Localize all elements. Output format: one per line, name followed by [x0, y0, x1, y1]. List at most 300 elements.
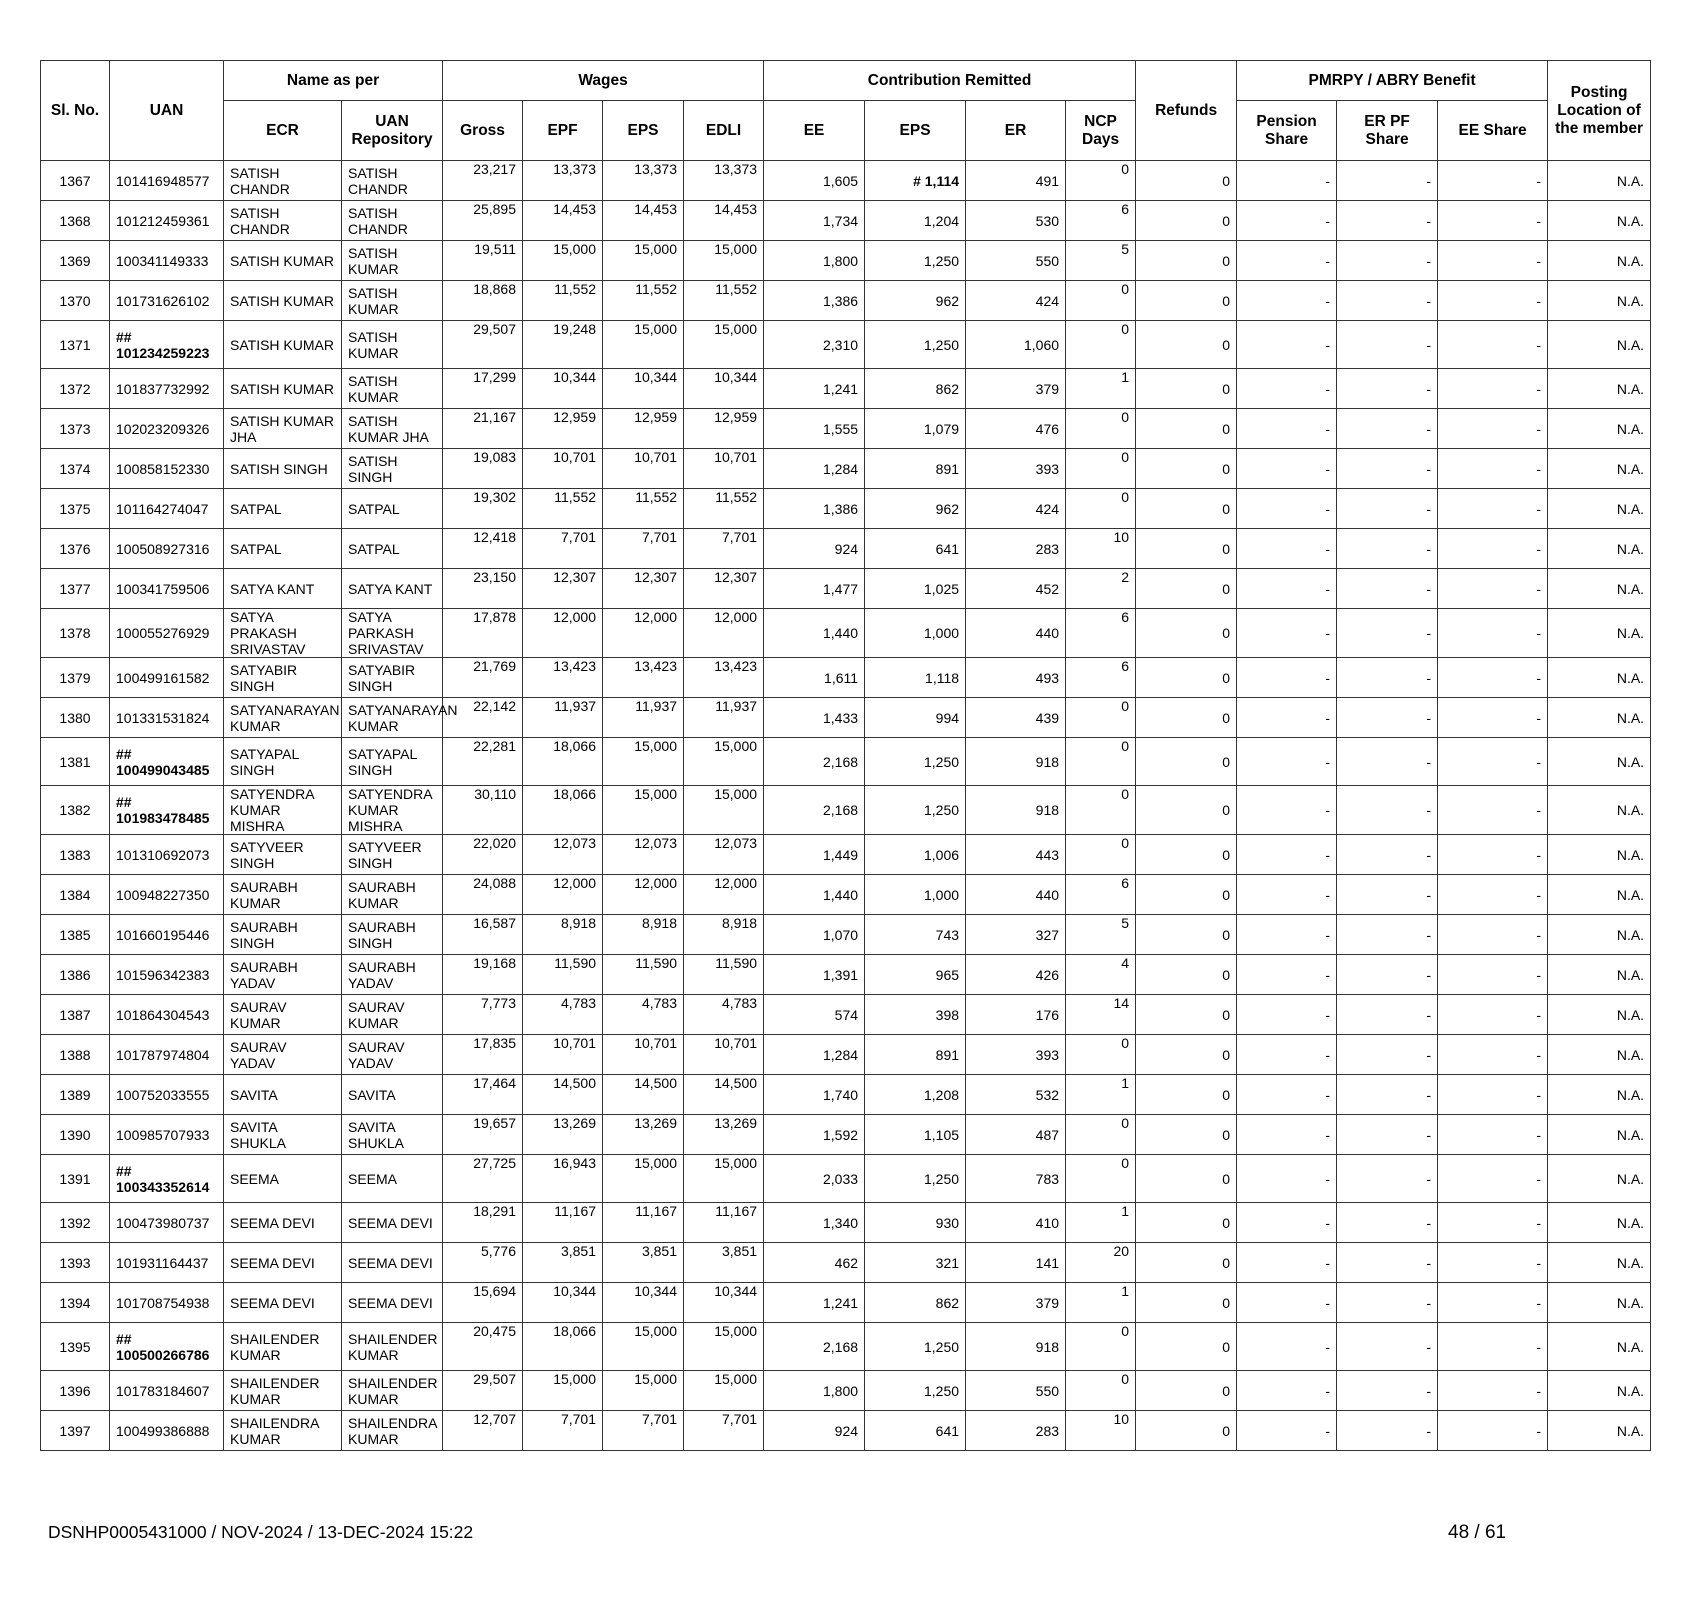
cell-ee: 1,734 [764, 201, 865, 241]
header-epf: EPF [523, 101, 603, 161]
cell-ee: 1,440 [764, 875, 865, 915]
cell-name-ecr: SATYANARAYAN KUMAR [224, 698, 342, 738]
cell-eps: 11,552 [603, 489, 684, 529]
cell-refunds: 0 [1136, 915, 1237, 955]
table-row [41, 786, 1651, 835]
cell-er: 424 [966, 489, 1066, 529]
cell-epf: 16,943 [523, 1155, 603, 1203]
cell-ee: 1,555 [764, 409, 865, 449]
cell-epf: 8,918 [523, 915, 603, 955]
cell-pension-share: - [1237, 995, 1337, 1035]
cell-name-uan-repository: SATISH CHANDR [342, 201, 443, 241]
cell-name-ecr: SATYVEER SINGH [224, 835, 342, 875]
table-row [41, 835, 1651, 875]
table-row [41, 915, 1651, 955]
cell-epf: 14,500 [523, 1075, 603, 1115]
cell-er: 532 [966, 1075, 1066, 1115]
cell-refunds: 0 [1136, 529, 1237, 569]
cell-ee: 1,391 [764, 955, 865, 995]
cell-uan: 101787974804 [110, 1035, 224, 1075]
table-row [41, 369, 1651, 409]
cell-posting-location: N.A. [1548, 915, 1651, 955]
cell-gross: 23,217 [443, 161, 523, 201]
cell-name-ecr: SEEMA DEVI [224, 1243, 342, 1283]
cell-refunds: 0 [1136, 738, 1237, 786]
cell-gross: 22,281 [443, 738, 523, 786]
cell-name-ecr: SATISH KUMAR [224, 281, 342, 321]
cell-er-pf-share: - [1337, 609, 1438, 658]
cell-uan: 101596342383 [110, 955, 224, 995]
cell-er-pf-share: - [1337, 1411, 1438, 1451]
cell-ee-share: - [1438, 698, 1548, 738]
cell-uan: 101212459361 [110, 201, 224, 241]
cell-pension-share: - [1237, 658, 1337, 698]
cell-ee-share: - [1438, 738, 1548, 786]
cell-gross: 22,020 [443, 835, 523, 875]
cell-posting-location: N.A. [1548, 201, 1651, 241]
cell-edli: 7,701 [684, 529, 764, 569]
cell-pension-share: - [1237, 1035, 1337, 1075]
cell-uan: 100499161582 [110, 658, 224, 698]
cell-ncp-days: 20 [1066, 1243, 1136, 1283]
header-refunds: Refunds [1136, 61, 1237, 161]
cell-ee-share: - [1438, 529, 1548, 569]
cell-posting-location: N.A. [1548, 1371, 1651, 1411]
cell-name-ecr: SATYENDRA KUMAR MISHRA [224, 786, 342, 835]
cell-ee-share: - [1438, 201, 1548, 241]
cell-gross: 30,110 [443, 786, 523, 835]
cell-uan: ## 100499043485 [110, 738, 224, 786]
cell-gross: 18,291 [443, 1203, 523, 1243]
cell-sl-no: 1375 [41, 489, 110, 529]
cell-refunds: 0 [1136, 955, 1237, 995]
cell-er-pf-share: - [1337, 1323, 1438, 1371]
cell-ee-share: - [1438, 569, 1548, 609]
cell-ncp-days: 10 [1066, 529, 1136, 569]
cell-er: 424 [966, 281, 1066, 321]
cell-pension-share: - [1237, 1283, 1337, 1323]
cell-posting-location: N.A. [1548, 1323, 1651, 1371]
cell-ncp-days: 1 [1066, 369, 1136, 409]
cell-ee-share: - [1438, 915, 1548, 955]
cell-posting-location: N.A. [1548, 835, 1651, 875]
cell-posting-location: N.A. [1548, 241, 1651, 281]
cell-epf: 18,066 [523, 786, 603, 835]
cell-pension-share: - [1237, 1371, 1337, 1411]
cell-posting-location: N.A. [1548, 786, 1651, 835]
cell-name-uan-repository: SAURAV KUMAR [342, 995, 443, 1035]
cell-epf: 12,959 [523, 409, 603, 449]
cell-uan: 101660195446 [110, 915, 224, 955]
cell-edli: 11,552 [684, 489, 764, 529]
cell-posting-location: N.A. [1548, 369, 1651, 409]
cell-ee: 1,605 [764, 161, 865, 201]
cell-edli: 10,701 [684, 449, 764, 489]
cell-ncp-days: 0 [1066, 1371, 1136, 1411]
cell-er: 440 [966, 875, 1066, 915]
cell-gross: 29,507 [443, 1371, 523, 1411]
cell-gross: 5,776 [443, 1243, 523, 1283]
cell-er: 493 [966, 658, 1066, 698]
cell-ee: 2,310 [764, 321, 865, 369]
cell-gross: 16,587 [443, 915, 523, 955]
cell-er: 141 [966, 1243, 1066, 1283]
cell-gross: 18,868 [443, 281, 523, 321]
table-row [41, 409, 1651, 449]
cell-posting-location: N.A. [1548, 1283, 1651, 1323]
cell-ncp-days: 2 [1066, 569, 1136, 609]
cell-edli: 13,373 [684, 161, 764, 201]
cell-gross: 17,835 [443, 1035, 523, 1075]
cell-name-uan-repository: SHAILENDER KUMAR [342, 1323, 443, 1371]
cell-ee: 1,386 [764, 281, 865, 321]
cell-er: 327 [966, 915, 1066, 955]
cell-ee-share: - [1438, 1411, 1548, 1451]
cell-epf: 11,552 [523, 281, 603, 321]
cell-refunds: 0 [1136, 1155, 1237, 1203]
cell-contribution-eps: 891 [865, 449, 966, 489]
table-row [41, 609, 1651, 658]
cell-gross: 21,167 [443, 409, 523, 449]
cell-epf: 12,000 [523, 875, 603, 915]
cell-epf: 12,073 [523, 835, 603, 875]
cell-uan: 101708754938 [110, 1283, 224, 1323]
cell-er: 550 [966, 241, 1066, 281]
cell-refunds: 0 [1136, 201, 1237, 241]
cell-refunds: 0 [1136, 1203, 1237, 1243]
table-body [41, 161, 1651, 1451]
table-row [41, 321, 1651, 369]
cell-ee-share: - [1438, 1371, 1548, 1411]
cell-eps: 13,423 [603, 658, 684, 698]
cell-ee-share: - [1438, 489, 1548, 529]
cell-edli: 12,073 [684, 835, 764, 875]
cell-posting-location: N.A. [1548, 161, 1651, 201]
cell-contribution-eps: 1,250 [865, 321, 966, 369]
cell-gross: 19,168 [443, 955, 523, 995]
cell-ee-share: - [1438, 835, 1548, 875]
cell-sl-no: 1377 [41, 569, 110, 609]
cell-pension-share: - [1237, 835, 1337, 875]
cell-eps: 10,701 [603, 449, 684, 489]
cell-contribution-eps: 1,118 [865, 658, 966, 698]
cell-ee: 1,800 [764, 1371, 865, 1411]
cell-ee-share: - [1438, 321, 1548, 369]
cell-contribution-eps: 1,208 [865, 1075, 966, 1115]
cell-gross: 15,694 [443, 1283, 523, 1323]
cell-name-uan-repository: SATISH KUMAR [342, 369, 443, 409]
table-row [41, 1203, 1651, 1243]
cell-name-ecr: SATISH CHANDR [224, 201, 342, 241]
cell-ee-share: - [1438, 1075, 1548, 1115]
cell-contribution-eps: 1,025 [865, 569, 966, 609]
cell-pension-share: - [1237, 786, 1337, 835]
cell-er: 440 [966, 609, 1066, 658]
cell-name-ecr: SEEMA [224, 1155, 342, 1203]
cell-name-ecr: SATYAPAL SINGH [224, 738, 342, 786]
cell-name-ecr: SAURABH KUMAR [224, 875, 342, 915]
cell-epf: 19,248 [523, 321, 603, 369]
cell-contribution-eps: 1,105 [865, 1115, 966, 1155]
table-row [41, 1035, 1651, 1075]
cell-gross: 19,657 [443, 1115, 523, 1155]
cell-ncp-days: 0 [1066, 161, 1136, 201]
page-number: 48 / 61 [1448, 1522, 1507, 1543]
cell-name-uan-repository: SEEMA [342, 1155, 443, 1203]
cell-er-pf-share: - [1337, 569, 1438, 609]
cell-sl-no: 1373 [41, 409, 110, 449]
cell-pension-share: - [1237, 321, 1337, 369]
cell-edli: 11,937 [684, 698, 764, 738]
cell-er-pf-share: - [1337, 1035, 1438, 1075]
cell-er: 283 [966, 529, 1066, 569]
cell-contribution-eps: 1,000 [865, 609, 966, 658]
cell-ee-share: - [1438, 875, 1548, 915]
cell-pension-share: - [1237, 409, 1337, 449]
cell-er-pf-share: - [1337, 875, 1438, 915]
table-row [41, 241, 1651, 281]
cell-ee: 1,284 [764, 449, 865, 489]
cell-er-pf-share: - [1337, 955, 1438, 995]
cell-name-uan-repository: SATPAL [342, 489, 443, 529]
cell-uan: ## 101234259223 [110, 321, 224, 369]
cell-eps: 13,269 [603, 1115, 684, 1155]
cell-gross: 7,773 [443, 995, 523, 1035]
cell-name-ecr: SHAILENDER KUMAR [224, 1323, 342, 1371]
cell-eps: 11,552 [603, 281, 684, 321]
cell-name-ecr: SATYA PRAKASH SRIVASTAV [224, 609, 342, 658]
cell-epf: 10,701 [523, 1035, 603, 1075]
cell-edli: 4,783 [684, 995, 764, 1035]
cell-gross: 19,302 [443, 489, 523, 529]
cell-ncp-days: 4 [1066, 955, 1136, 995]
cell-posting-location: N.A. [1548, 321, 1651, 369]
cell-sl-no: 1397 [41, 1411, 110, 1451]
cell-uan: 101164274047 [110, 489, 224, 529]
cell-name-uan-repository: SEEMA DEVI [342, 1203, 443, 1243]
cell-edli: 11,552 [684, 281, 764, 321]
cell-name-uan-repository: SATISH KUMAR [342, 281, 443, 321]
cell-refunds: 0 [1136, 489, 1237, 529]
table-row [41, 738, 1651, 786]
cell-ee-share: - [1438, 1283, 1548, 1323]
cell-posting-location: N.A. [1548, 529, 1651, 569]
cell-name-uan-repository: SHAILENDER KUMAR [342, 1371, 443, 1411]
cell-uan: ## 100343352614 [110, 1155, 224, 1203]
cell-name-uan-repository: SAVITA [342, 1075, 443, 1115]
cell-contribution-eps: 641 [865, 529, 966, 569]
cell-edli: 10,344 [684, 1283, 764, 1323]
cell-ncp-days: 1 [1066, 1203, 1136, 1243]
cell-edli: 14,453 [684, 201, 764, 241]
cell-er-pf-share: - [1337, 281, 1438, 321]
cell-ee: 1,433 [764, 698, 865, 738]
cell-refunds: 0 [1136, 1035, 1237, 1075]
cell-er-pf-share: - [1337, 658, 1438, 698]
table-row [41, 1243, 1651, 1283]
cell-gross: 17,464 [443, 1075, 523, 1115]
header-gross: Gross [443, 101, 523, 161]
header-ncp-days: NCP Days [1066, 101, 1136, 161]
cell-ncp-days: 6 [1066, 875, 1136, 915]
cell-sl-no: 1394 [41, 1283, 110, 1323]
cell-eps: 15,000 [603, 786, 684, 835]
document-reference: DSNHP0005431000 / NOV-2024 / 13-DEC-2024 15:22 [48, 1522, 474, 1542]
cell-name-uan-repository: SAVITA SHUKLA [342, 1115, 443, 1155]
cell-gross: 22,142 [443, 698, 523, 738]
cell-contribution-eps: 862 [865, 369, 966, 409]
cell-sl-no: 1371 [41, 321, 110, 369]
contribution-table [40, 60, 1651, 1451]
cell-uan: 100858152330 [110, 449, 224, 489]
cell-sl-no: 1384 [41, 875, 110, 915]
cell-uan: 100985707933 [110, 1115, 224, 1155]
table-row [41, 995, 1651, 1035]
cell-contribution-eps: 1,000 [865, 875, 966, 915]
cell-ee: 924 [764, 529, 865, 569]
cell-name-uan-repository: SAURABH SINGH [342, 915, 443, 955]
cell-eps: 15,000 [603, 1323, 684, 1371]
cell-er: 918 [966, 738, 1066, 786]
cell-er-pf-share: - [1337, 321, 1438, 369]
header-uan: UAN [110, 61, 224, 161]
table-row [41, 955, 1651, 995]
cell-sl-no: 1368 [41, 201, 110, 241]
cell-gross: 12,418 [443, 529, 523, 569]
cell-sl-no: 1382 [41, 786, 110, 835]
cell-ncp-days: 6 [1066, 609, 1136, 658]
cell-sl-no: 1378 [41, 609, 110, 658]
cell-er-pf-share: - [1337, 1243, 1438, 1283]
cell-er-pf-share: - [1337, 786, 1438, 835]
cell-er: 379 [966, 369, 1066, 409]
header-sl-no: Sl. No. [41, 61, 110, 161]
cell-pension-share: - [1237, 241, 1337, 281]
cell-sl-no: 1396 [41, 1371, 110, 1411]
cell-name-uan-repository: SATYA KANT [342, 569, 443, 609]
header-posting-location: Posting Location of the member [1548, 61, 1651, 161]
cell-er-pf-share: - [1337, 449, 1438, 489]
cell-er-pf-share: - [1337, 201, 1438, 241]
cell-ee: 1,070 [764, 915, 865, 955]
cell-sl-no: 1383 [41, 835, 110, 875]
cell-posting-location: N.A. [1548, 1411, 1651, 1451]
cell-er: 452 [966, 569, 1066, 609]
cell-name-ecr: SEEMA DEVI [224, 1283, 342, 1323]
cell-er: 283 [966, 1411, 1066, 1451]
cell-ee: 1,477 [764, 569, 865, 609]
cell-er-pf-share: - [1337, 698, 1438, 738]
cell-posting-location: N.A. [1548, 1243, 1651, 1283]
table-row [41, 201, 1651, 241]
cell-contribution-eps: 1,250 [865, 1155, 966, 1203]
cell-sl-no: 1376 [41, 529, 110, 569]
cell-ee: 1,284 [764, 1035, 865, 1075]
cell-edli: 12,307 [684, 569, 764, 609]
cell-eps: 12,307 [603, 569, 684, 609]
cell-ncp-days: 0 [1066, 409, 1136, 449]
cell-er-pf-share: - [1337, 529, 1438, 569]
cell-uan: ## 100500266786 [110, 1323, 224, 1371]
cell-refunds: 0 [1136, 569, 1237, 609]
cell-pension-share: - [1237, 529, 1337, 569]
cell-name-uan-repository: SATYENDRA KUMAR MISHRA [342, 786, 443, 835]
cell-edli: 14,500 [684, 1075, 764, 1115]
cell-pension-share: - [1237, 369, 1337, 409]
cell-eps: 12,000 [603, 875, 684, 915]
cell-name-uan-repository: SAURABH KUMAR [342, 875, 443, 915]
cell-refunds: 0 [1136, 409, 1237, 449]
cell-sl-no: 1381 [41, 738, 110, 786]
cell-refunds: 0 [1136, 1075, 1237, 1115]
cell-er: 918 [966, 1323, 1066, 1371]
cell-gross: 21,769 [443, 658, 523, 698]
cell-name-ecr: SEEMA DEVI [224, 1203, 342, 1243]
cell-epf: 15,000 [523, 1371, 603, 1411]
cell-eps: 15,000 [603, 738, 684, 786]
cell-edli: 15,000 [684, 1371, 764, 1411]
cell-name-ecr: SATYABIR SINGH [224, 658, 342, 698]
cell-edli: 15,000 [684, 1323, 764, 1371]
cell-ee: 2,168 [764, 1323, 865, 1371]
cell-er-pf-share: - [1337, 161, 1438, 201]
cell-epf: 18,066 [523, 738, 603, 786]
cell-eps: 12,000 [603, 609, 684, 658]
cell-ee-share: - [1438, 281, 1548, 321]
cell-ncp-days: 14 [1066, 995, 1136, 1035]
cell-contribution-eps: 962 [865, 489, 966, 529]
cell-er-pf-share: - [1337, 835, 1438, 875]
cell-uan: 100752033555 [110, 1075, 224, 1115]
cell-uan: 101931164437 [110, 1243, 224, 1283]
cell-gross: 20,475 [443, 1323, 523, 1371]
table-row [41, 875, 1651, 915]
header-wages: Wages [443, 61, 764, 101]
cell-posting-location: N.A. [1548, 1155, 1651, 1203]
cell-name-ecr: SATPAL [224, 489, 342, 529]
cell-sl-no: 1388 [41, 1035, 110, 1075]
cell-sl-no: 1392 [41, 1203, 110, 1243]
cell-ee-share: - [1438, 1035, 1548, 1075]
table-row [41, 569, 1651, 609]
cell-ncp-days: 10 [1066, 1411, 1136, 1451]
cell-er: 410 [966, 1203, 1066, 1243]
cell-er: 426 [966, 955, 1066, 995]
cell-name-uan-repository: SEEMA DEVI [342, 1243, 443, 1283]
cell-er-pf-share: - [1337, 995, 1438, 1035]
cell-er-pf-share: - [1337, 1075, 1438, 1115]
cell-name-ecr: SATPAL [224, 529, 342, 569]
cell-ee: 574 [764, 995, 865, 1035]
cell-posting-location: N.A. [1548, 698, 1651, 738]
cell-edli: 12,000 [684, 609, 764, 658]
cell-posting-location: N.A. [1548, 955, 1651, 995]
table-row [41, 529, 1651, 569]
cell-ee: 1,740 [764, 1075, 865, 1115]
cell-epf: 12,000 [523, 609, 603, 658]
cell-er: 443 [966, 835, 1066, 875]
cell-epf: 11,552 [523, 489, 603, 529]
cell-ncp-days: 0 [1066, 1115, 1136, 1155]
cell-ncp-days: 0 [1066, 835, 1136, 875]
cell-refunds: 0 [1136, 1411, 1237, 1451]
cell-uan: 100499386888 [110, 1411, 224, 1451]
cell-ncp-days: 0 [1066, 738, 1136, 786]
cell-sl-no: 1374 [41, 449, 110, 489]
cell-refunds: 0 [1136, 369, 1237, 409]
cell-name-uan-repository: SATISH SINGH [342, 449, 443, 489]
cell-ee-share: - [1438, 995, 1548, 1035]
